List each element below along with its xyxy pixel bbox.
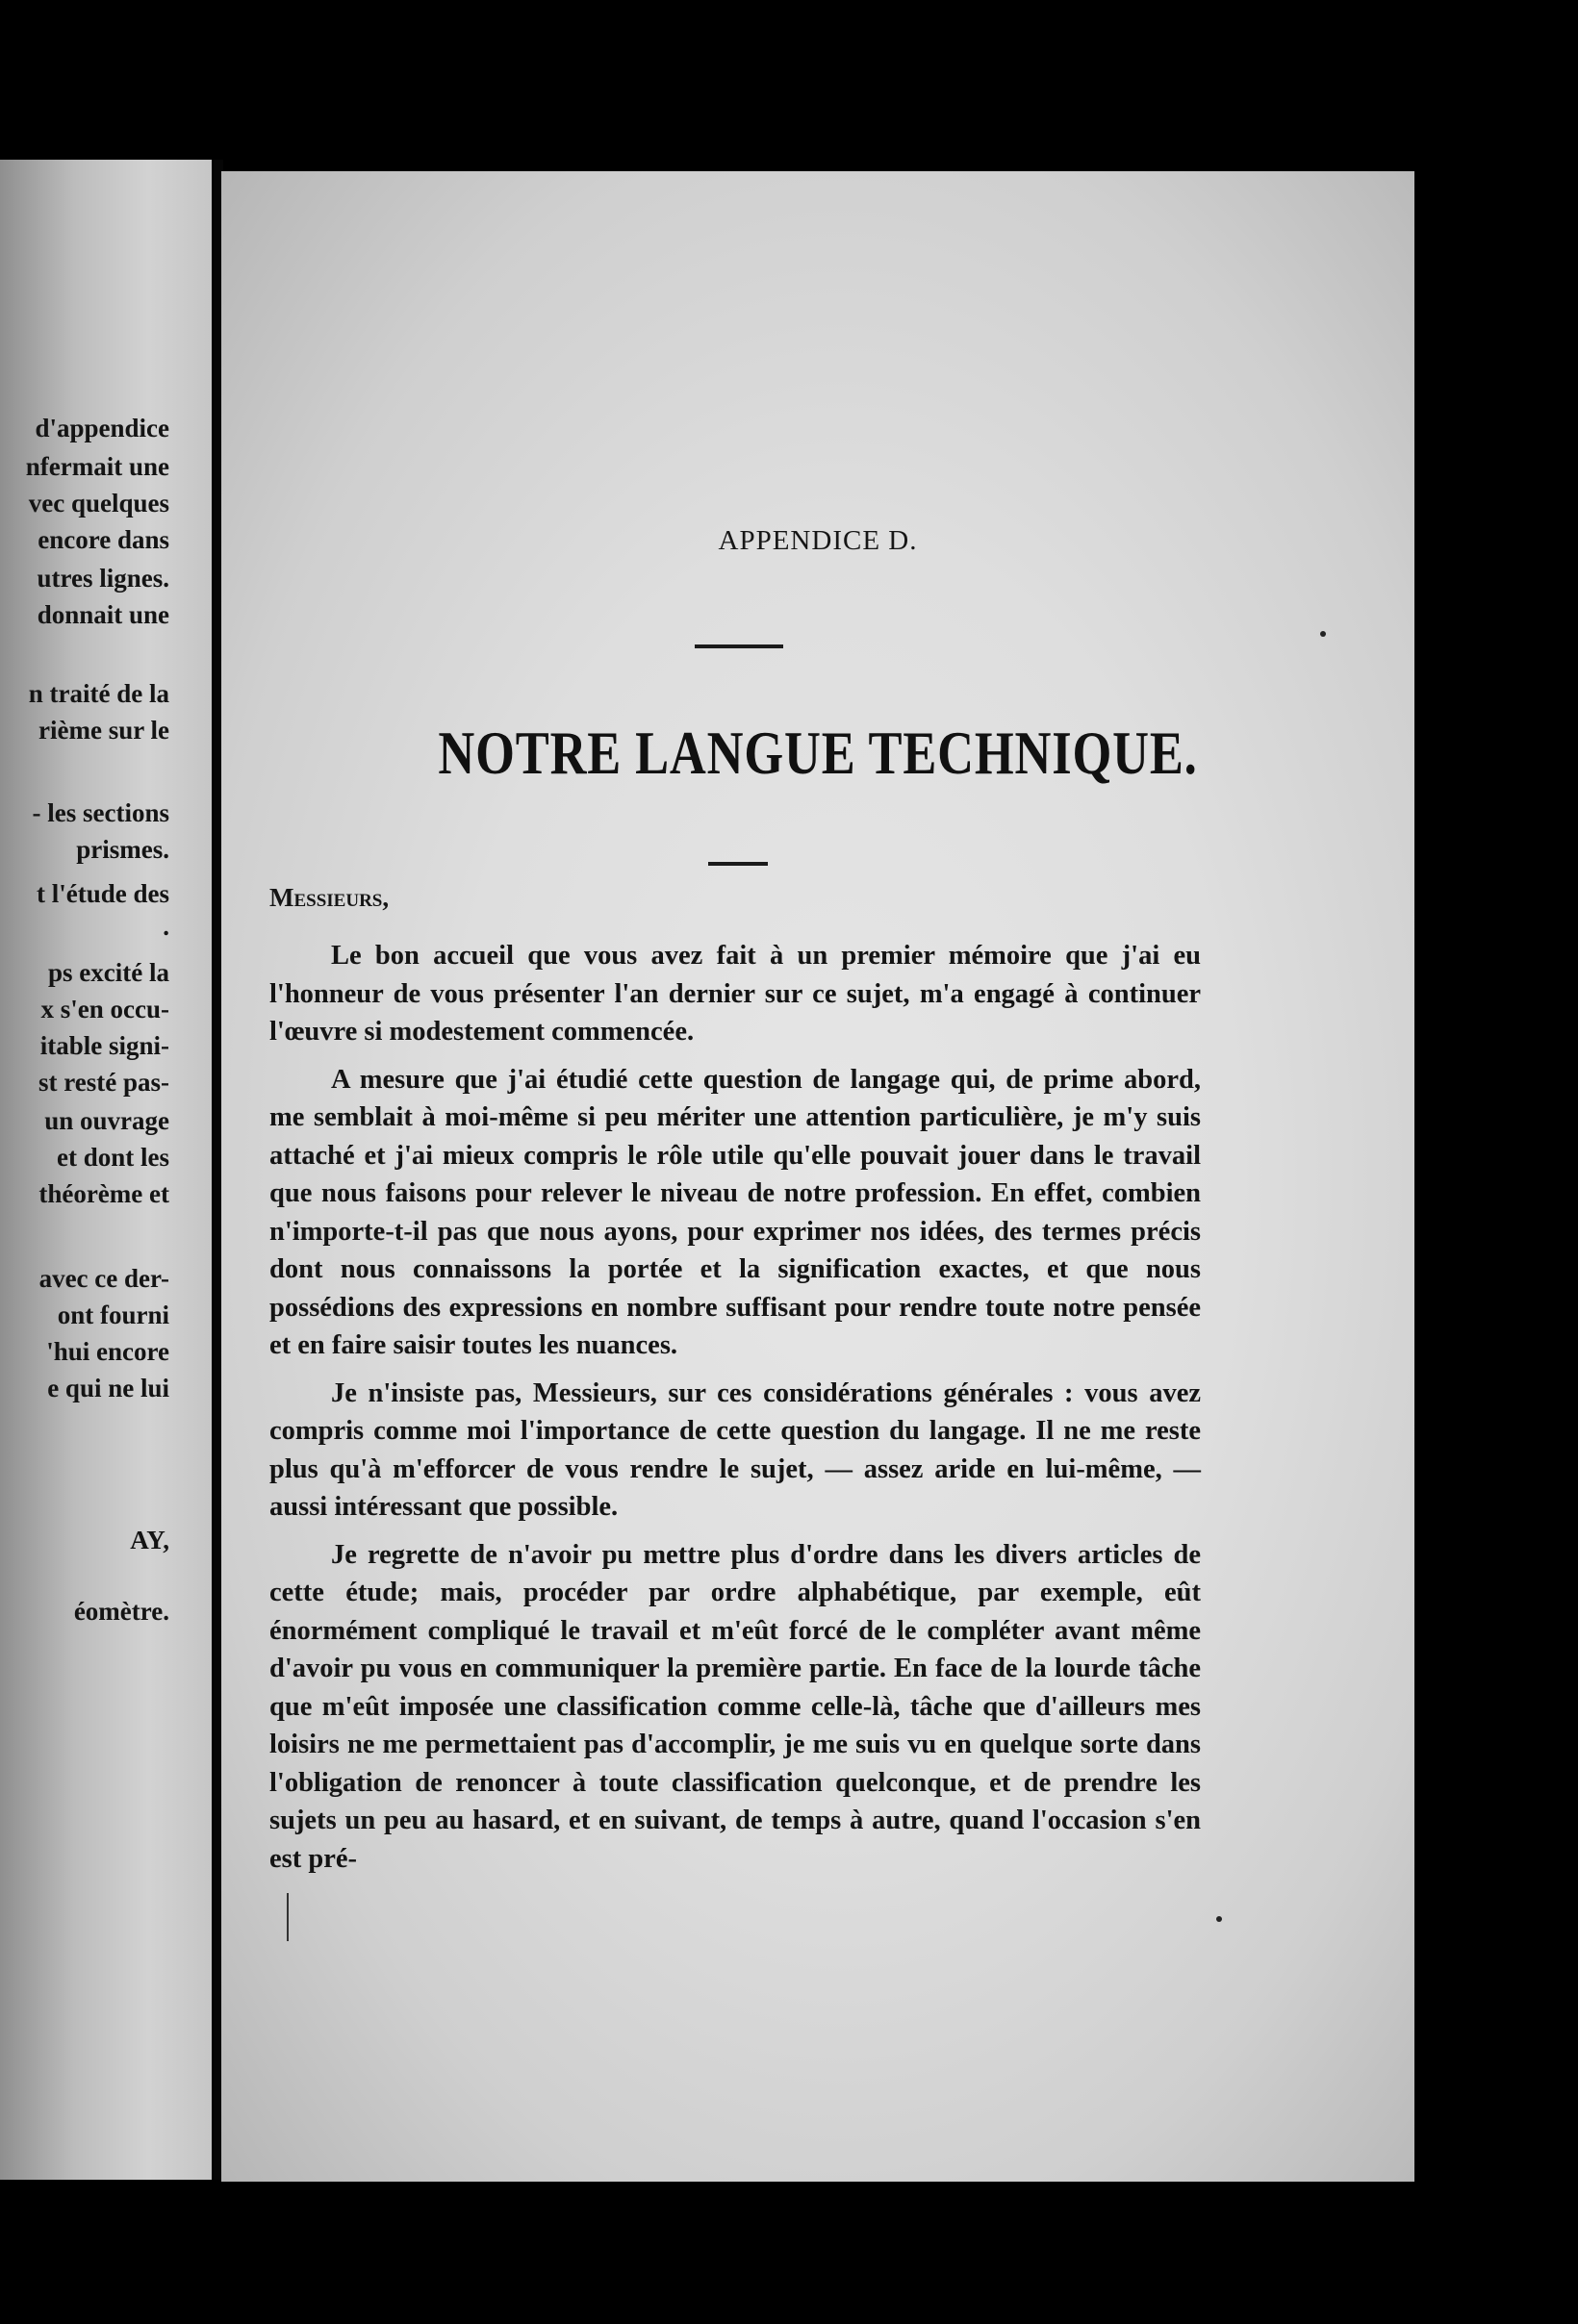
salutation: Messieurs, bbox=[269, 883, 390, 912]
paragraph: A mesure que j'ai étudié cette question de langage qui, de prime abord, me semblait à moi-même si peu mériter une attention particulière, je m'y suis attaché et j'ai mieux compris le rôle utile qu'elle pouvait jouer dans le travail que nous faisons pour relever le niveau de notre profession. En effet, combien n'importe-t-il pas que nous ayons, pour exprimer nos idées, des termes précis dont nous connaissons la portée et la signification exactes, et que nous possédions des expressions en nombre suffisant pour rendre toute notre pensée et en faire saisir toutes les nuances. bbox=[269, 1064, 1201, 1360]
left-line: . bbox=[163, 912, 169, 941]
left-line: utres lignes. bbox=[37, 564, 169, 593]
left-line: donnait une bbox=[37, 600, 169, 629]
page-title: NOTRE LANGUE TECHNIQUE. bbox=[438, 719, 1198, 787]
left-line: - les sections bbox=[32, 798, 169, 827]
left-line: encore dans bbox=[38, 525, 169, 554]
left-line: d'appendice bbox=[35, 414, 169, 442]
left-line: itable signi- bbox=[39, 1031, 169, 1060]
left-line: e qui ne lui bbox=[47, 1374, 169, 1402]
left-line: un ouvrage bbox=[44, 1106, 169, 1135]
body-text bbox=[269, 937, 1201, 1887]
left-line: nfermait une bbox=[25, 452, 169, 481]
ink-mark bbox=[287, 1893, 289, 1941]
appendix-label: APPENDICE D. bbox=[718, 525, 918, 556]
left-line: st resté pas- bbox=[38, 1068, 169, 1097]
left-line: rième sur le bbox=[38, 716, 169, 745]
left-line: x s'en occu- bbox=[40, 995, 169, 1023]
left-line: ont fourni bbox=[57, 1301, 169, 1329]
left-line: vec quelques bbox=[28, 489, 169, 518]
left-line: ps excité la bbox=[48, 958, 169, 987]
paragraph: Je regrette de n'avoir pu mettre plus d'ordre dans les divers articles de cette étude; mais, procéder par ordre alphabétique, par exemple, eût énormément compliqué le travail et m'eût forcé de le compléter avant même d'avoir pu vous en communiquer la première partie. En face de la lourde tâche que m'eût imposée une classification comme celle-là, tâche que d'ailleurs mes loisirs ne me permettaient pas d'accomplir, je me suis vu en quelque sorte dans l'obligation de renoncer à toute classification quelconque, et de prendre les sujets un peu au hasard, et en suivant, de temps à autre, quand l'occasion s'en est pré- bbox=[269, 1539, 1201, 1874]
main-page bbox=[221, 171, 1414, 2182]
paragraph: Je n'insiste pas, Messieurs, sur ces considérations générales : vous avez compris comme moi l'importance de cette question du langage. Il ne me reste plus qu'à m'efforcer de vous rendre le sujet, — assez aride en lui-même, — aussi intéressant que possible. bbox=[269, 1377, 1201, 1522]
left-line: n traité de la bbox=[28, 679, 169, 708]
left-line: éomètre. bbox=[73, 1597, 169, 1626]
left-line: et dont les bbox=[57, 1143, 169, 1172]
left-line: t l'étude des bbox=[37, 879, 169, 908]
print-speck bbox=[1320, 631, 1326, 637]
title-rule-top bbox=[695, 644, 783, 648]
left-line: avec ce der- bbox=[38, 1264, 169, 1293]
left-page-fragment bbox=[0, 160, 212, 2180]
left-line: AY, bbox=[130, 1526, 169, 1554]
left-line: théorème et bbox=[38, 1179, 169, 1208]
left-line: prismes. bbox=[76, 835, 169, 864]
title-rule-bottom bbox=[708, 862, 768, 866]
paragraph: Le bon accueil que vous avez fait à un premier mémoire que j'ai eu l'honneur de vous présenter l'an dernier sur ce sujet, m'a engagé à continuer l'œuvre si modestement commencée. bbox=[269, 941, 1201, 1047]
print-speck bbox=[1216, 1916, 1222, 1922]
left-line: 'hui encore bbox=[46, 1337, 169, 1366]
